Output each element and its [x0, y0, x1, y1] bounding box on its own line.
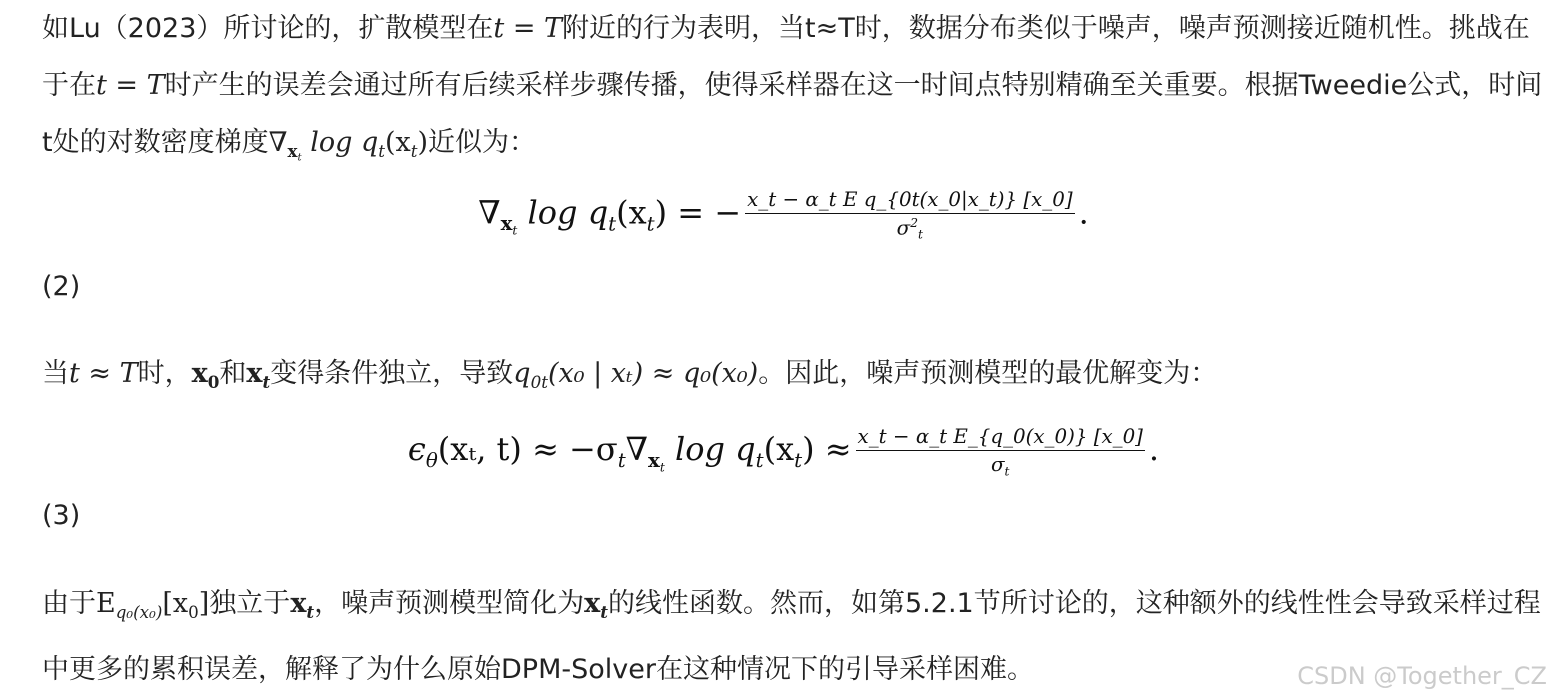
math-conditional: $q_{0t}(x_0$ | xₜ) ≈ q₀(x₀) — [513, 358, 759, 392]
equation-2-numerator: x_t − α_t E q_{0t(x_0|x_t)} [x_0] — [745, 188, 1074, 214]
math-xt-3: $x_t$ — [584, 588, 608, 622]
equation-2: $\nabla_{x_t}$ $\log q_t(x_t)$ = − $\frac{\text{x\_t − α\_t E q\_\{0t(x\_0|x\_t)\} [x\_0]}}{\sigma^2_t}$ . — [478, 188, 1089, 242]
p1-tail: 近似为： — [428, 127, 537, 158]
math-expectation: $E_{q_0(x_0)}[x_0]$ — [96, 588, 210, 622]
paragraph-2: 当t ≈ T时，$x_0$和$x_t$变得条件独立，导致$q_{0t}(x_0$ | xₜ) ≈ q₀(x₀)。因此，噪声预测模型的最优解变为： — [42, 358, 1218, 392]
equation-2-fraction — [745, 188, 1074, 242]
p1-lead: 如Lu（2023）所讨论的，扩散模型在 — [42, 13, 494, 44]
equation-3: $\epsilon_\theta(x_t$, $t) \approx -\sigma_t\nabla_{x_t}$ $\log q_t(x_t)$ ≈ $\frac{\text{x\_t − α\_t E\_\{q\_0(x\_0)\} [x\_0]}}{\sigma_t}$ . — [407, 425, 1160, 479]
equation-3-numerator: x_t − α_t E_{q_0(x_0)} [x_0] — [856, 425, 1145, 451]
math-xt-2: $x_t$ — [290, 588, 315, 622]
csdn-watermark: CSDN @Together_CZ — [1297, 662, 1547, 690]
p1-mid1: 附近的行为表明，当t≈T时，数据分布类似于噪声，噪声预测接近随机性。挑战在于在 — [42, 13, 1530, 101]
equation-2-number: (2) — [42, 271, 81, 302]
paragraph-1 — [42, 0, 1552, 186]
math-t-equals-T-2: t = T — [96, 70, 165, 101]
math-t-approx-T: t ≈ T — [69, 358, 138, 389]
math-x0: $x_0$ — [191, 358, 220, 392]
equation-2-denominator: $\sigma^2_t$ — [896, 216, 923, 242]
p1-mid2: 时产生的误差会通过所有后续采样步骤传播，使得采样器在这一时间点特别精确至关重要。根据Tweedie公式，时间t处的对数密度梯度 — [42, 70, 1543, 158]
math-gradient: $\nabla_{x_t}$ $\log q_t(x_t)$ — [268, 127, 429, 164]
math-t-equals-T: t = T — [493, 13, 563, 44]
paragraph-3: 由于$E_{q_0(x_0)}[x_0]$独立于$x_t$，噪声预测模型简化为$x_t$的线性函数。然而，如第5.2.1节所讨论的，这种额外的线性性会导致采样过程中更多的累积误差，解释了为什么原始DPM-Solver在这种情况下的引导采样困难。 — [42, 588, 1541, 685]
math-xt: $x_t$ — [246, 358, 271, 392]
equation-3-number: (3) — [42, 500, 81, 531]
equation-3-denominator: $\sigma_t$ — [990, 453, 1010, 479]
equation-3-fraction — [856, 425, 1145, 478]
